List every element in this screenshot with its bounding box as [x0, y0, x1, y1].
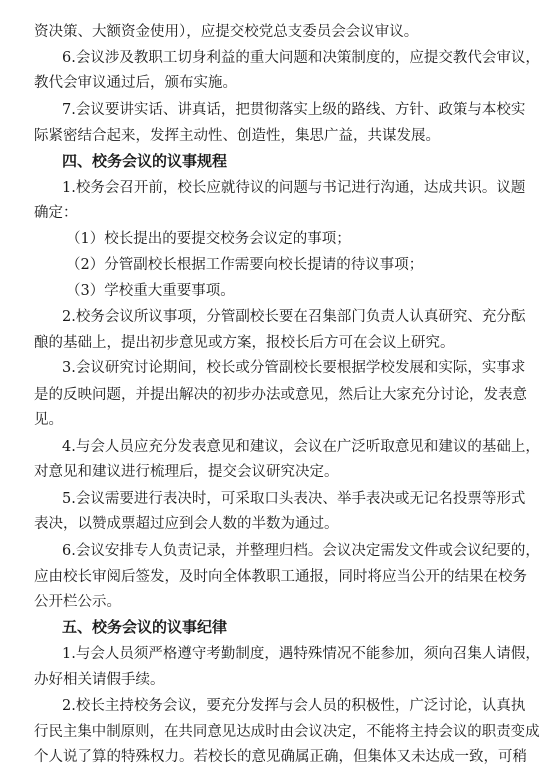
text-line: 对意见和建议进行梳理后，提交会议研究决定。 — [34, 464, 339, 480]
text-line: 公开栏公示。 — [34, 594, 121, 610]
section-heading: 五、校务会议的议事纪律 — [62, 618, 228, 636]
text-line: 6.会议涉及教职工切身利益的重大问题和决策制度的，应提交教代会审议， — [62, 50, 540, 66]
text-line: 教代会审议通过后，颁布实施。 — [34, 75, 237, 91]
text-line: 1.校务会召开前，校长应就待议的问题与书记进行沟通，达成共识。议题 — [62, 180, 526, 196]
text-line: 资决策、大额资金使用），应提交校党总支委员会会议审议。 — [34, 24, 419, 40]
text-line: 见。 — [34, 412, 63, 428]
text-line: 酿的基础上，提出初步意见或方案，报校长后方可在会议上研究。 — [34, 335, 455, 351]
text-line: （2）分管副校长根据工作需要向校长提请的待议事项； — [66, 257, 424, 273]
text-line: 4.与会人员应充分发表意见和建议，会议在广泛听取意见和建议的基础上， — [62, 439, 540, 455]
text-line: 应由校长审阅后签发，及时向全体教职工通报，同时将应当公开的结果在校务 — [34, 569, 527, 585]
text-line: （1）校长提出的要提交校务会议定的事项； — [66, 231, 351, 247]
text-line: 表决，以赞成票超过应到会人数的半数为通过。 — [34, 516, 339, 532]
text-line: 5.会议需要进行表决时，可采取口头表决、举手表决或无记名投票等形式 — [62, 491, 526, 507]
text-line: 7.会议要讲实话、讲真话，把贯彻落实上级的路线、方针、政策与本校实 — [62, 102, 526, 118]
text-line: 3.会议研究讨论期间，校长或分管副校长要根据学校发展和实际，实事求 — [62, 360, 526, 376]
text-line: 1.与会人员须严格遵守考勤制度，遇特殊情况不能参加，须向召集人请假， — [62, 646, 540, 662]
text-line: 个人说了算的特殊权力。若校长的意见确属正确，但集体又未达成一致，可稍 — [34, 749, 527, 765]
text-line: 是的反映问题，并提出解决的初步办法或意见，然后让大家充分讨论，发表意 — [34, 387, 527, 403]
text-line: （3）学校重大重要事项。 — [66, 283, 235, 299]
section-heading: 四、校务会议的议事规程 — [62, 152, 228, 170]
text-line: 行民主集中制原则，在共同意见达成时由会议决定，不能将主持会议的职责变成 — [34, 724, 540, 740]
text-line: 6.会议安排专人负责记录，并整理归档。会议决定需发文件或会议纪要的， — [62, 543, 540, 559]
text-line: 2.校长主持校务会议，要充分发挥与会人员的积极性，广泛讨论，认真执 — [62, 698, 526, 714]
text-line: 确定： — [34, 205, 78, 221]
text-line: 2.校务会议所议事项，分管副校长要在召集部门负责人认真研究、充分酝 — [62, 309, 526, 325]
text-line: 际紧密结合起来，发挥主动性、创造性，集思广益，共谋发展。 — [34, 128, 440, 144]
text-line: 办好相关请假手续。 — [34, 672, 165, 688]
